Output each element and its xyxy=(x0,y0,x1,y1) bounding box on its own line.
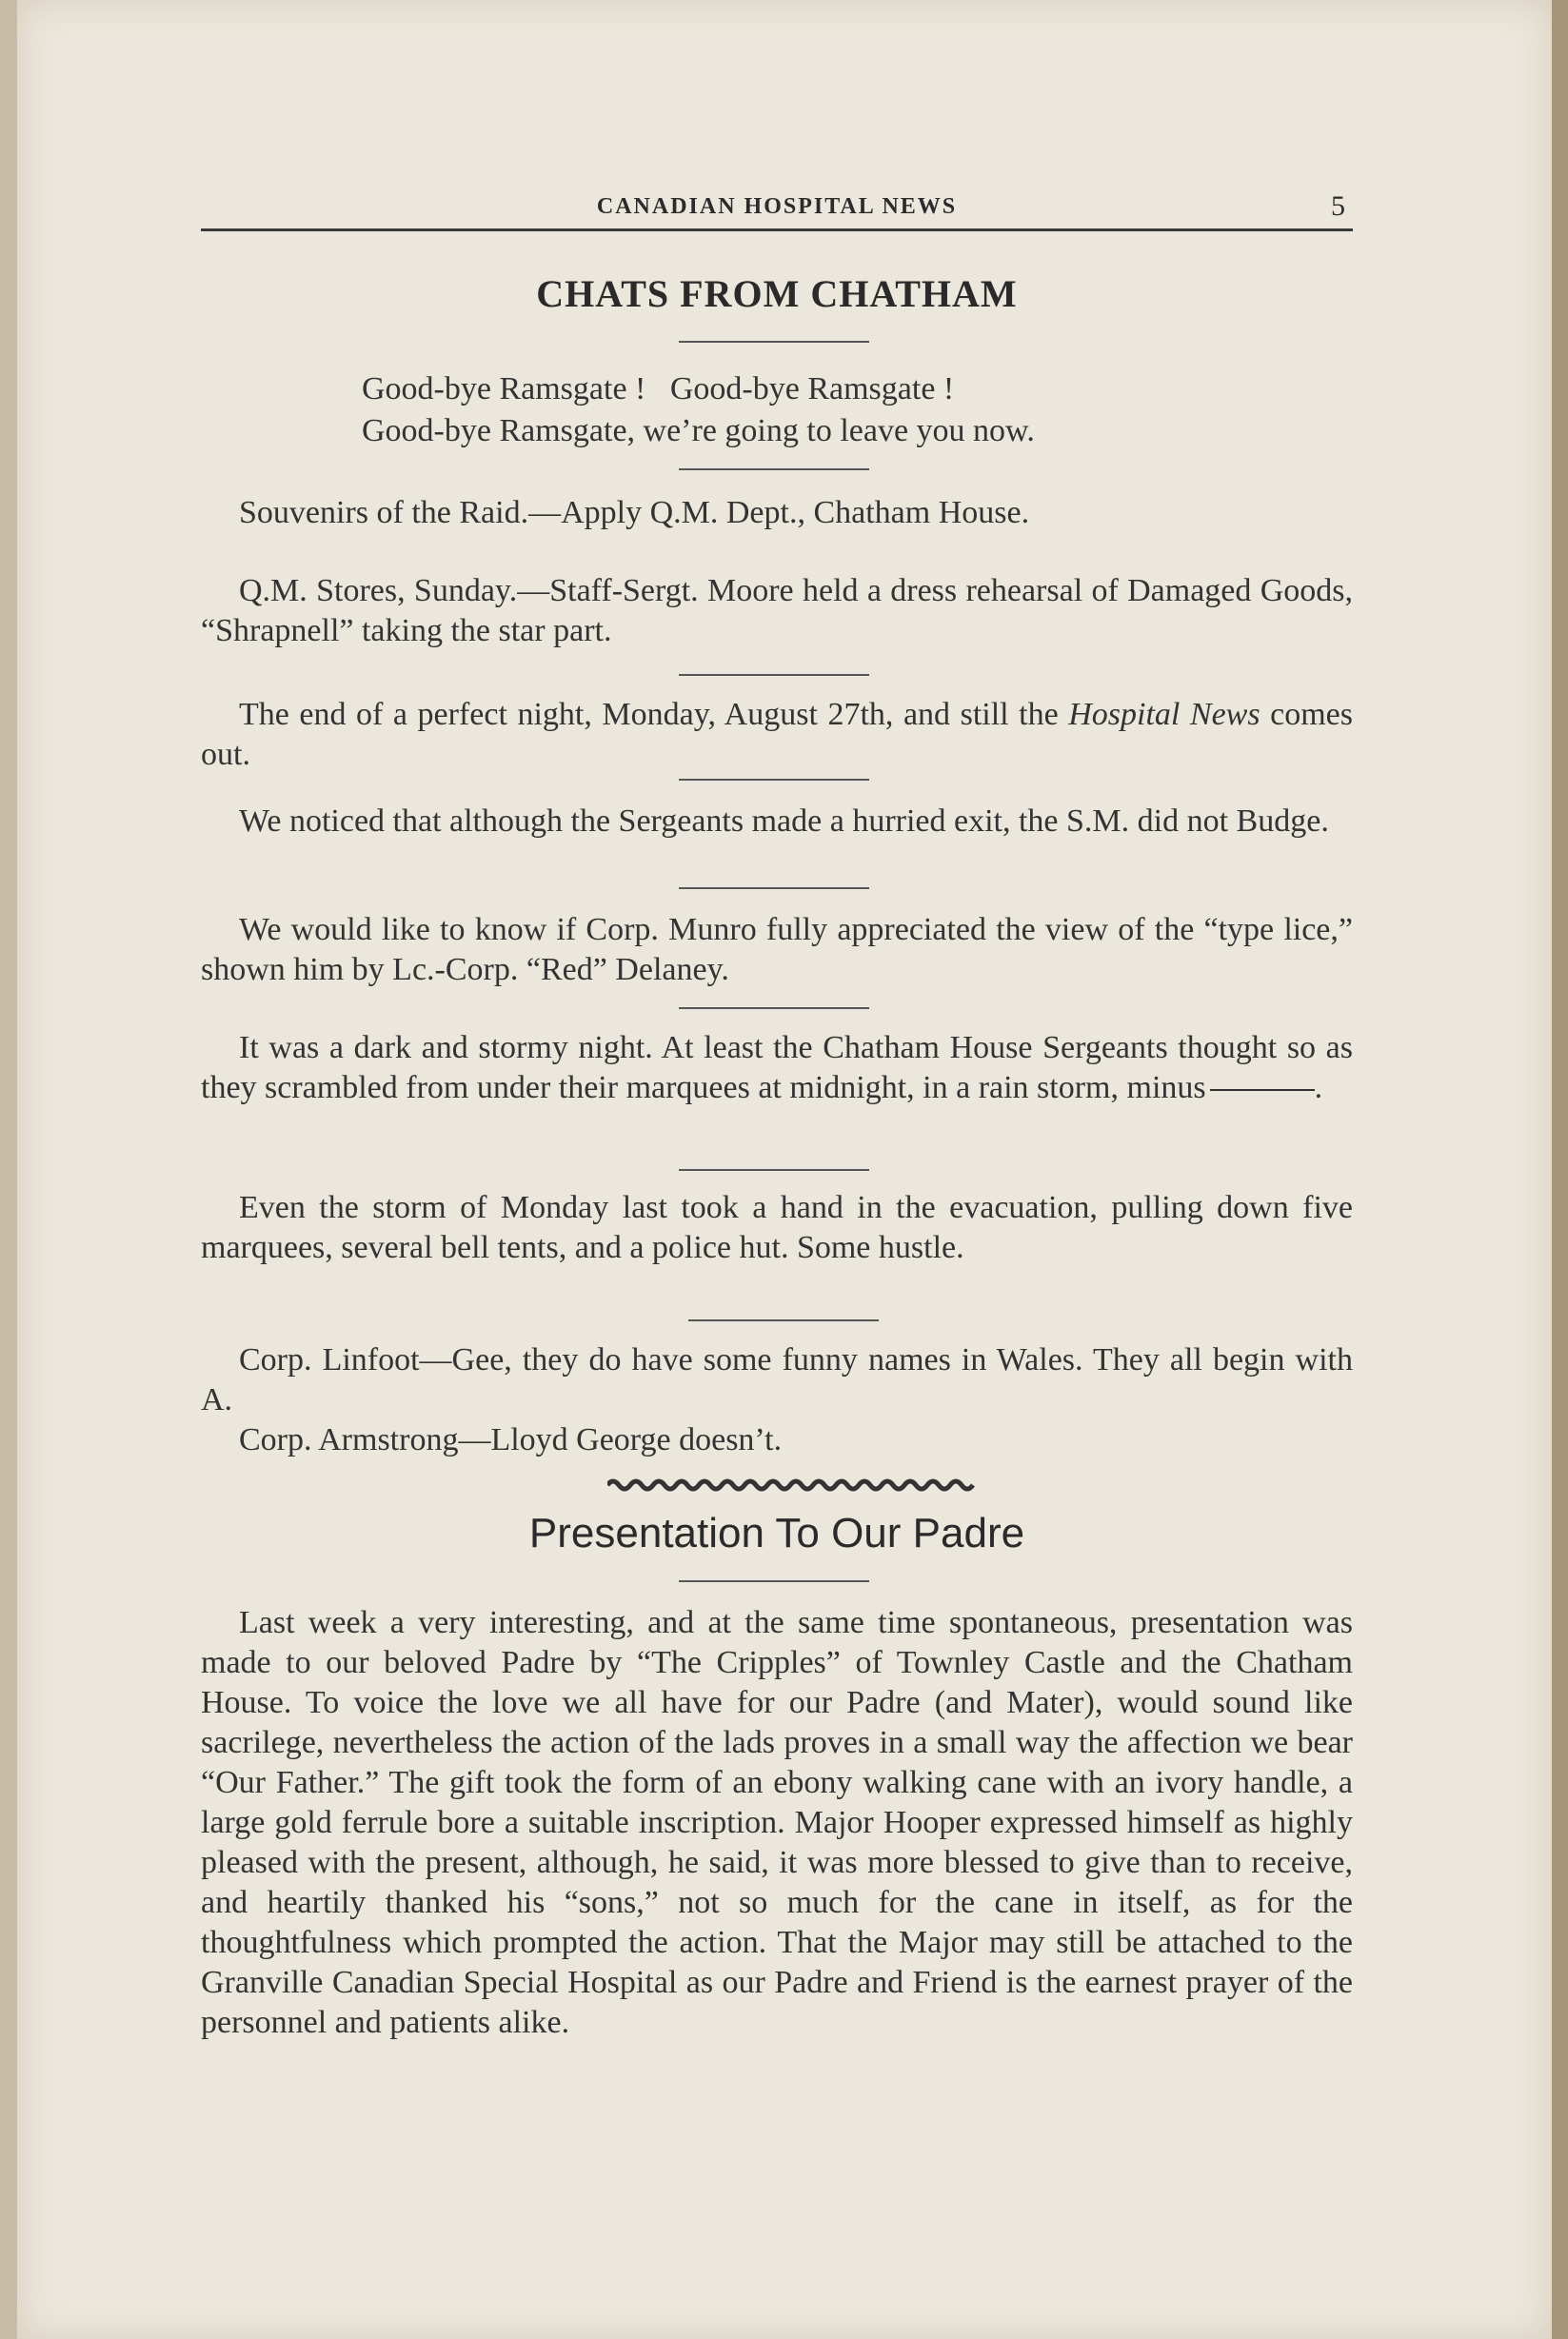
section-title-chats: CHATS FROM CHATHAM xyxy=(536,272,1018,315)
perfect-night-end: comes out. xyxy=(201,697,1353,772)
divider-rule xyxy=(679,674,869,676)
hospital-news-italic: Hospital News xyxy=(1068,697,1260,732)
padre-body: Last week a very interesting, and at the same time spontaneous, presentation was made to our beloved Padre by “The Cripples” of Townley Castle and the Chatham House. To voice the love we all have for our Padre (and Mater), would sound like sacrilege, nevertheless the action of the lads proves in a small way the affection we bear “Our Father.” The gift took the form of an ebony walking cane with an ivory handle, a large gold ferrule bore a suitable inscription. Major Hooper expressed himself as highly pleased with the present, although, he said, it was more blessed to give than to receive, and heartily thanked his “sons,” not so much for the cane in itself, as for the thoughtfulness which prompted the action. That the Major may still be attached to the Granville Canadian Special Hospital as our Padre and Friend is the earnest prayer of the personnel and patients alike. xyxy=(201,1605,1353,2040)
period: . xyxy=(1314,1070,1323,1105)
perfect-night-start: The end of a perfect night, Monday, August 27th, and still the xyxy=(239,697,1059,732)
divider-rule xyxy=(679,1169,869,1171)
title-rule xyxy=(679,1580,869,1582)
censored-dash xyxy=(1210,1089,1315,1091)
binding-gutter xyxy=(0,0,17,2339)
wavy-ornament xyxy=(607,1476,979,1495)
running-header xyxy=(201,190,1353,231)
chat-item: Corp. Armstrong—Lloyd George doesn’t. xyxy=(239,1422,783,1457)
page-edge xyxy=(1552,0,1568,2339)
chat-item: Even the storm of Monday last took a hand in the evacuation, pulling down five marquees, several bell tents, and a police hut. Some hustle. xyxy=(201,1190,1353,1265)
poem-line-1: Good-bye Ramsgate ! Good-bye Ramsgate ! xyxy=(362,371,955,406)
divider-rule xyxy=(679,1007,869,1009)
chat-item xyxy=(201,695,1353,775)
poem-line-2: Good-bye Ramsgate, we’re going to leave you now. xyxy=(362,413,1035,448)
newspaper-page xyxy=(17,0,1552,2339)
section-title-padre: Presentation To Our Padre xyxy=(528,1510,1025,1556)
stormy-night-text: It was a dark and stormy night. At least the Chatham House Sergeants thought so as they scrambled from under their marquees at midnight, in a rain storm, minus xyxy=(201,1030,1353,1105)
divider-rule xyxy=(679,779,869,781)
chat-item: Corp. Linfoot—Gee, they do have some funny names in Wales. They all begin with A. xyxy=(201,1342,1353,1417)
page-number: 5 xyxy=(1331,190,1345,222)
running-title: CANADIAN HOSPITAL NEWS xyxy=(596,194,958,219)
divider-rule xyxy=(679,468,869,470)
chat-item: Souvenirs of the Raid.—Apply Q.M. Dept., Chatham House. xyxy=(239,495,1030,530)
chat-item xyxy=(201,1028,1353,1108)
chat-item: We would like to know if Corp. Munro fully appreciated the view of the “type lice,” shown him by Lc.-Corp. “Red” Delaney. xyxy=(201,912,1353,987)
title-rule xyxy=(679,341,869,343)
chat-item: Q.M. Stores, Sunday.—Staff-Sergt. Moore held a dress rehearsal of Damaged Goods, “Shrapnell” taking the star part. xyxy=(201,573,1353,648)
chat-item: We noticed that although the Sergeants made a hurried exit, the S.M. did not Budge. xyxy=(239,803,1329,839)
divider-rule xyxy=(679,887,869,889)
divider-rule xyxy=(688,1319,879,1321)
